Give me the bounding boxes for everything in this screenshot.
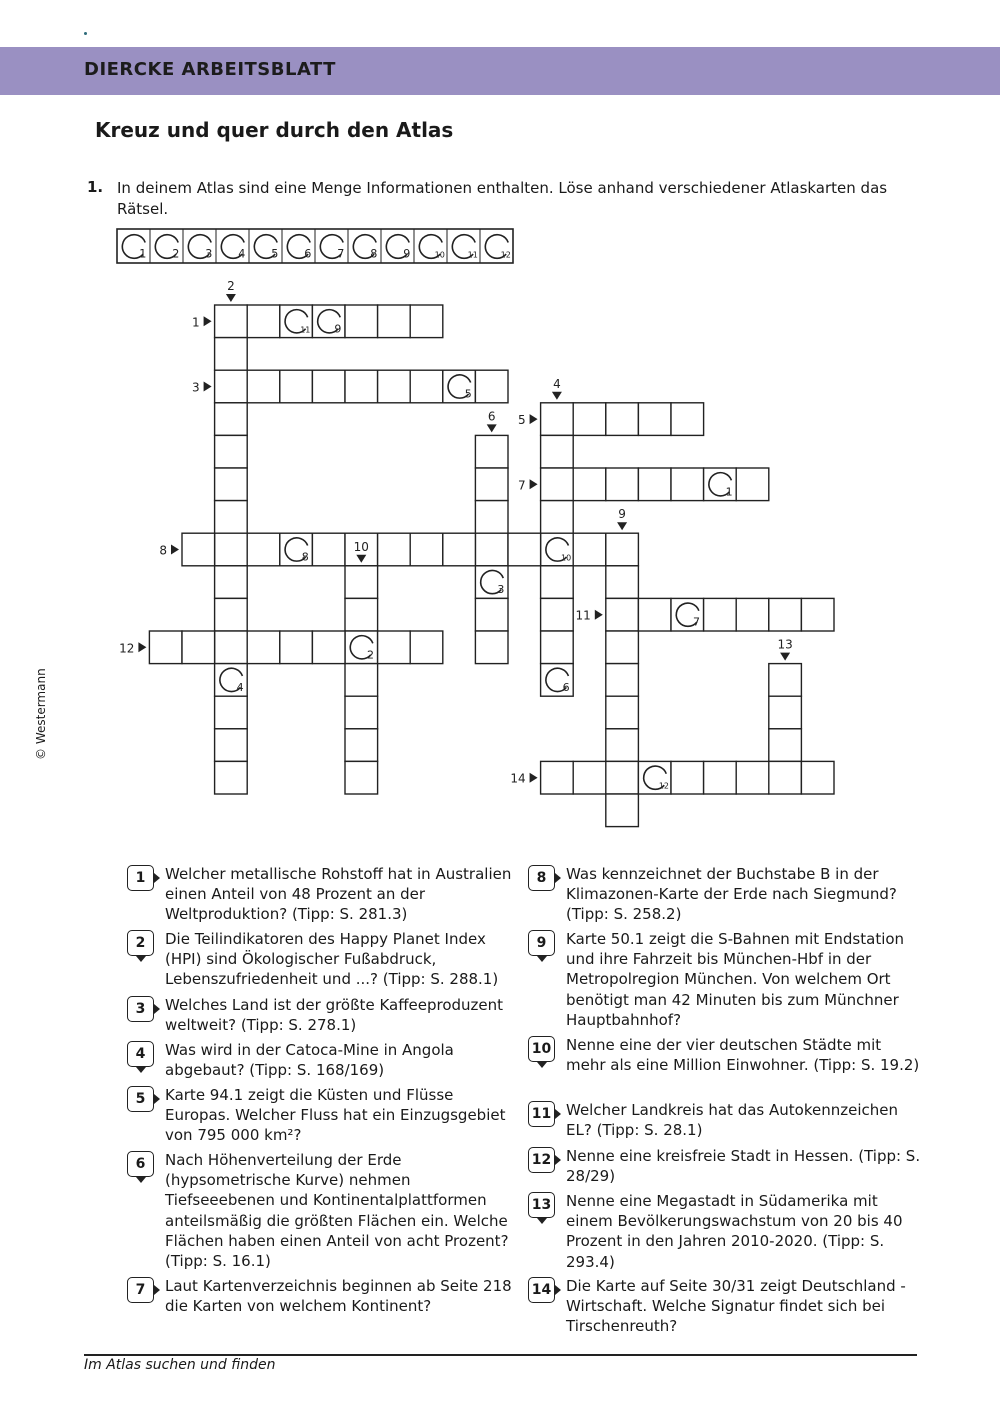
decorative-dot xyxy=(84,32,87,35)
crossword-cell[interactable] xyxy=(704,761,737,794)
clue-text: Welcher metallische Rohstoff hat in Australien einen Anteil von 48 Prozent an der Weltproduktion? (Tipp: S. 281.3) xyxy=(165,865,512,924)
crossword-cell[interactable] xyxy=(215,729,248,762)
crossword-cell[interactable] xyxy=(215,501,248,534)
clue-number-badge: 13 xyxy=(528,1192,555,1218)
crossword-cell[interactable] xyxy=(541,761,574,794)
crossword-cell[interactable] xyxy=(312,370,345,403)
crossword-cell[interactable] xyxy=(247,533,280,566)
crossword-cell[interactable] xyxy=(345,729,378,762)
clue-number-badge: 14 xyxy=(528,1277,555,1303)
crossword-cell[interactable] xyxy=(606,533,639,566)
clue-number-badge: 12 xyxy=(528,1147,555,1173)
clue-label-4 xyxy=(552,377,562,400)
mark-number: 6 xyxy=(304,247,312,261)
clue-label-7 xyxy=(518,478,538,492)
svg-text:5: 5 xyxy=(517,413,526,428)
crossword-cell[interactable] xyxy=(541,631,574,664)
clue-label-13 xyxy=(777,638,792,661)
footer-label: Im Atlas suchen und finden xyxy=(84,1357,276,1373)
crossword-cell[interactable] xyxy=(247,631,280,664)
crossword-cell[interactable] xyxy=(541,435,574,468)
svg-text:11: 11 xyxy=(575,608,591,623)
crossword-cell[interactable] xyxy=(378,370,411,403)
clue-number-badge: 2 xyxy=(127,930,154,956)
crossword-cell[interactable] xyxy=(215,696,248,729)
svg-text:6: 6 xyxy=(487,409,496,424)
crossword-grid xyxy=(0,270,1000,840)
svg-text:13: 13 xyxy=(777,637,793,652)
mark-number: 8 xyxy=(370,247,378,261)
crossword-cell[interactable] xyxy=(345,370,378,403)
clue-label-1 xyxy=(192,315,212,329)
crossword-cell[interactable] xyxy=(410,370,443,403)
crossword-cell[interactable] xyxy=(215,468,248,501)
mark-number: 3 xyxy=(497,583,505,597)
clue-text: Nach Höhenverteilung der Erde (hypsometrische Kurve) nehmen Tiefseeebenen und Kontinentalplattformen anteilsmäßig die größten Flächen ein. Welche Flächen haben einen Anteil von acht Prozent? (Tipp: S. 16.1) xyxy=(165,1151,509,1271)
clue-text: Die Teilindikatoren des Happy Planet Index (HPI) sind Ökologischer Fußabdruck, Lebenszufriedenheit und ...? (Tipp: S. 288.1) xyxy=(165,930,499,989)
svg-text:10: 10 xyxy=(353,539,369,554)
mark-number: 12 xyxy=(658,781,669,791)
crossword-cell[interactable] xyxy=(671,761,704,794)
crossword-cell[interactable] xyxy=(606,729,639,762)
clue-number-badge: 6 xyxy=(127,1151,154,1177)
header-label: DIERCKE ARBEITSBLATT xyxy=(84,59,336,80)
crossword-cell[interactable] xyxy=(606,631,639,664)
mark-number: 8 xyxy=(301,550,309,564)
clue-text: Was kennzeichnet der Buchstabe B in der Klimazonen-Karte der Erde nach Siegmund? (Tipp: S. 258.2) xyxy=(566,865,897,924)
crossword-cell[interactable] xyxy=(345,305,378,338)
crossword-cell[interactable] xyxy=(736,598,769,631)
svg-text:3: 3 xyxy=(191,380,200,395)
clue-label-3 xyxy=(192,381,212,395)
solution-strip xyxy=(116,228,514,264)
clue-label-12 xyxy=(119,641,146,655)
clue-text: Laut Kartenverzeichnis beginnen ab Seite 218 die Karten von welchem Kontinent? xyxy=(165,1277,512,1316)
clue-label-11 xyxy=(576,609,603,623)
clue-text: Nenne eine Megastadt in Südamerika mit einem Bevölkerungswachstum von 20 bis 40 Prozent in den Jahren 2010-2020. (Tipp: S. 293.4) xyxy=(566,1192,903,1271)
svg-text:9: 9 xyxy=(618,507,626,522)
crossword-cell[interactable] xyxy=(475,468,508,501)
crossword-cell[interactable] xyxy=(215,598,248,631)
clue-text: Welcher Landkreis hat das Autokennzeichen EL? (Tipp: S. 28.1) xyxy=(566,1101,898,1140)
mark-number: 11 xyxy=(467,250,478,260)
crossword-cell[interactable] xyxy=(606,761,639,794)
crossword-cell[interactable] xyxy=(769,664,802,697)
crossword-cell[interactable] xyxy=(345,664,378,697)
clue-number-badge: 7 xyxy=(127,1277,154,1303)
crossword-cell[interactable] xyxy=(769,761,802,794)
crossword-cell[interactable] xyxy=(280,631,313,664)
crossword-cell[interactable] xyxy=(215,631,248,664)
clue-number-badge: 9 xyxy=(528,930,555,956)
crossword-cell[interactable] xyxy=(410,533,443,566)
crossword-cell[interactable] xyxy=(704,598,737,631)
svg-text:14: 14 xyxy=(510,771,526,786)
clue-text: Nenne eine der vier deutschen Städte mit mehr als eine Million Einwohner. (Tipp: S. 19.2) xyxy=(566,1036,920,1075)
mark-number: 2 xyxy=(366,648,374,662)
crossword-cell[interactable] xyxy=(215,338,248,371)
crossword-cell[interactable] xyxy=(215,761,248,794)
crossword-cell[interactable] xyxy=(573,468,606,501)
svg-text:12: 12 xyxy=(119,641,135,656)
crossword-cell[interactable] xyxy=(606,566,639,599)
crossword-cell[interactable] xyxy=(475,631,508,664)
crossword-cell[interactable] xyxy=(475,533,508,566)
crossword-cell[interactable] xyxy=(573,403,606,436)
svg-text:7: 7 xyxy=(517,478,526,493)
crossword-cell[interactable] xyxy=(541,566,574,599)
crossword-cell[interactable] xyxy=(541,598,574,631)
crossword-cell[interactable] xyxy=(769,729,802,762)
crossword-cell[interactable] xyxy=(280,370,313,403)
clue-number-badge: 8 xyxy=(528,865,555,891)
mark-number: 9 xyxy=(403,247,411,261)
crossword-cell[interactable] xyxy=(573,761,606,794)
crossword-cell[interactable] xyxy=(410,305,443,338)
mark-number: 4 xyxy=(236,680,244,694)
crossword-cell[interactable] xyxy=(182,631,215,664)
mark-number: 3 xyxy=(205,247,213,261)
mark-number: 5 xyxy=(464,387,472,401)
crossword-cell[interactable] xyxy=(475,370,508,403)
clue-number-badge: 10 xyxy=(528,1036,555,1062)
clue-text: Die Karte auf Seite 30/31 zeigt Deutschland - Wirtschaft. Welche Signatur findet sich bei Tirschenreuth? xyxy=(566,1277,906,1336)
page-title: Kreuz und quer durch den Atlas xyxy=(95,118,454,142)
mark-number: 10 xyxy=(434,250,445,260)
crossword-cell[interactable] xyxy=(215,435,248,468)
clue-label-6 xyxy=(487,409,497,432)
crossword-cell[interactable] xyxy=(378,631,411,664)
crossword-cell[interactable] xyxy=(247,370,280,403)
svg-text:8: 8 xyxy=(159,543,167,558)
mark-number: 11 xyxy=(300,325,311,335)
clue-text: Karte 94.1 zeigt die Küsten und Flüsse Europas. Welcher Fluss hat ein Einzugsgebiet von 795 000 km²? xyxy=(165,1086,506,1145)
clue-label-2 xyxy=(226,279,236,302)
crossword-cell[interactable] xyxy=(247,305,280,338)
svg-text:4: 4 xyxy=(553,376,561,391)
clue-label-8 xyxy=(159,544,179,558)
crossword-cell[interactable] xyxy=(312,533,345,566)
crossword-cell[interactable] xyxy=(345,761,378,794)
mark-number: 6 xyxy=(562,680,570,694)
crossword-cell[interactable] xyxy=(541,501,574,534)
crossword-cell[interactable] xyxy=(606,664,639,697)
crossword-cell[interactable] xyxy=(443,533,476,566)
crossword-cell[interactable] xyxy=(475,435,508,468)
crossword-cell[interactable] xyxy=(475,598,508,631)
mark-number: 7 xyxy=(337,247,345,261)
mark-number: 1 xyxy=(725,485,733,499)
mark-number: 9 xyxy=(334,322,342,336)
crossword-cell[interactable] xyxy=(215,370,248,403)
crossword-cell[interactable] xyxy=(410,631,443,664)
clue-number-badge: 4 xyxy=(127,1041,154,1067)
mark-number: 5 xyxy=(271,247,279,261)
crossword-cell[interactable] xyxy=(638,403,671,436)
crossword-cell[interactable] xyxy=(345,696,378,729)
clue-label-5 xyxy=(518,413,538,427)
crossword-cell[interactable] xyxy=(182,533,215,566)
crossword-cell[interactable] xyxy=(345,598,378,631)
task-number: 1. xyxy=(87,178,104,196)
crossword-cell[interactable] xyxy=(215,305,248,338)
svg-text:2: 2 xyxy=(227,279,235,293)
mark-number: 7 xyxy=(692,615,700,629)
crossword-cell[interactable] xyxy=(671,403,704,436)
clue-label-14 xyxy=(510,772,537,786)
crossword-cell[interactable] xyxy=(378,305,411,338)
mark-number: 4 xyxy=(238,247,246,261)
clue-text: Karte 50.1 zeigt die S-Bahnen mit Endstation und ihre Fahrzeit bis München-Hbf in der Metropolregion München. Von welchem Ort benötigt man 42 Minuten bis zum Münchner Hauptbahnhof? xyxy=(566,930,905,1029)
copyright-note: © Westermann xyxy=(34,668,48,760)
task-instruction: In deinem Atlas sind eine Menge Informationen enthalten. Löse anhand verschiedener Atlaskarten das Rätsel. xyxy=(117,179,888,218)
clue-text: Was wird in der Catoca-Mine in Angola abgebaut? (Tipp: S. 168/169) xyxy=(165,1041,454,1080)
clue-number-badge: 1 xyxy=(127,865,154,891)
mark-number: 12 xyxy=(500,250,511,260)
mark-number: 10 xyxy=(561,553,572,563)
mark-number: 2 xyxy=(172,247,180,261)
crossword-cell[interactable] xyxy=(606,468,639,501)
crossword-cell[interactable] xyxy=(541,403,574,436)
crossword-cell[interactable] xyxy=(378,533,411,566)
crossword-cell[interactable] xyxy=(736,761,769,794)
mark-number: 1 xyxy=(139,247,147,261)
crossword-cell[interactable] xyxy=(475,501,508,534)
crossword-cell[interactable] xyxy=(606,403,639,436)
clue-number-badge: 11 xyxy=(528,1101,555,1127)
crossword-cell[interactable] xyxy=(736,468,769,501)
crossword-cell[interactable] xyxy=(801,761,834,794)
crossword-cell[interactable] xyxy=(638,468,671,501)
crossword-cell[interactable] xyxy=(801,598,834,631)
crossword-cell[interactable] xyxy=(312,631,345,664)
clue-text: Welches Land ist der größte Kaffeeproduzent weltweit? (Tipp: S. 278.1) xyxy=(165,996,504,1035)
clue-number-badge: 5 xyxy=(127,1086,154,1112)
clue-text: Nenne eine kreisfreie Stadt in Hessen. (Tipp: S. 28/29) xyxy=(566,1147,921,1186)
crossword-cell[interactable] xyxy=(345,566,378,599)
crossword-cell[interactable] xyxy=(149,631,182,664)
svg-text:1: 1 xyxy=(191,315,200,330)
crossword-cell[interactable] xyxy=(573,533,606,566)
crossword-cell[interactable] xyxy=(769,696,802,729)
footer-divider xyxy=(84,1354,917,1356)
crossword-cells xyxy=(149,305,834,827)
crossword-cell[interactable] xyxy=(671,468,704,501)
clue-label-9 xyxy=(617,507,627,530)
crossword-cell[interactable] xyxy=(769,598,802,631)
crossword-cell[interactable] xyxy=(215,403,248,436)
crossword-cell[interactable] xyxy=(638,598,671,631)
crossword-cell[interactable] xyxy=(541,468,574,501)
crossword-cell[interactable] xyxy=(606,598,639,631)
crossword-cell[interactable] xyxy=(606,696,639,729)
crossword-cell[interactable] xyxy=(508,533,541,566)
crossword-cell[interactable] xyxy=(606,794,639,827)
clue-number-badge: 3 xyxy=(127,996,154,1022)
crossword-cell[interactable] xyxy=(215,566,248,599)
crossword-cell[interactable] xyxy=(215,533,248,566)
